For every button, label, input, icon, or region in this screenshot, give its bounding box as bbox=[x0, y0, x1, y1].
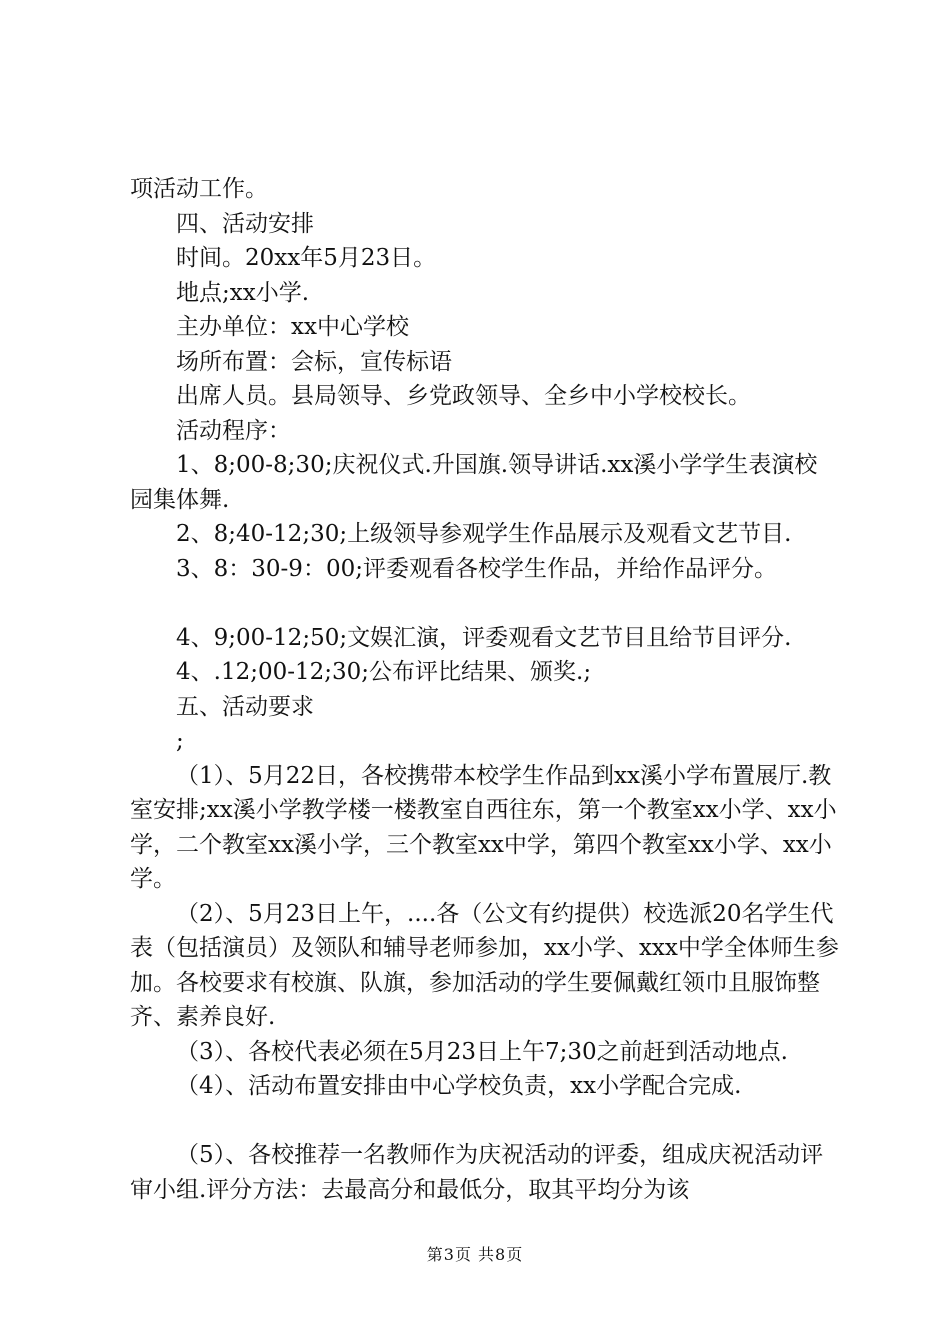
text-line-venue: 场所布置：会标，宣传标语 bbox=[176, 348, 452, 375]
text-line-time: 时间。20xx年5月23日。 bbox=[176, 245, 437, 271]
text-line-program: 活动程序： bbox=[176, 417, 291, 444]
section-heading-arrangement: 四、活动安排 bbox=[176, 210, 314, 237]
requirement-item-4: （4）、活动布置安排由中心学校负责，xx小学配合完成. bbox=[176, 1073, 742, 1099]
text-line-attendees: 出席人员。县局领导、乡党政领导、全乡中小学校校长。 bbox=[176, 383, 751, 409]
text-line: ; bbox=[176, 728, 184, 754]
program-item-4: 4、9;00-12;50;文娱汇演，评委观看文艺节目且给节目评分. bbox=[176, 624, 792, 651]
text-line-organizer: 主办单位：xx中心学校 bbox=[176, 314, 409, 340]
program-item-2: 2、8;40-12;30;上级领导参观学生作品展示及观看文艺节目. bbox=[176, 521, 792, 547]
requirement-item-2: （2）、5月23日上午，....各（公文有约提供）校选派20名学生代表（包括演员）及领队和辅导老师参加，xx小学、xxx中学全体师生参加。各校要求有校旗、队旗，参加活动的学生要佩戴红领巾且服饰整齐、素养良好. bbox=[130, 900, 839, 1030]
page-number-footer: 第3页 共8页 bbox=[426, 1245, 524, 1264]
requirement-item-3: （3）、各校代表必须在5月23日上午7;30之前赶到活动地点. bbox=[176, 1038, 788, 1065]
blank-line bbox=[130, 586, 840, 621]
text-line: 项活动工作。 bbox=[130, 176, 268, 202]
program-item-3: 3、8：30-9：00;评委观看各校学生作品，并给作品评分。 bbox=[176, 555, 777, 582]
requirement-item-5: （5）、各校推荐一名教师作为庆祝活动的评委，组成庆祝活动评审小组.评分方法：去最高分和最低分，取其平均分为该 bbox=[130, 1142, 824, 1203]
blank-line bbox=[130, 1104, 840, 1139]
text-line-location: 地点;xx小学. bbox=[176, 279, 310, 306]
program-item-1: 1、8;00-8;30;庆祝仪式.升国旗.领导讲话.xx溪小学学生表演校园集体舞. bbox=[130, 452, 818, 513]
section-heading-requirements: 五、活动要求 bbox=[176, 693, 314, 720]
document-body bbox=[130, 172, 840, 1207]
program-item-5: 4、.12;00-12;30;公布评比结果、颁奖.; bbox=[176, 659, 592, 685]
requirement-item-1: （1）、5月22日，各校携带本校学生作品到xx溪小学布置展厅.教室安排;xx溪小学教学楼一楼教室自西往东，第一个教室xx小学、xx小学，二个教室xx溪小学，三个教室xx中学，第四个教室xx小学、xx小学。 bbox=[130, 762, 837, 892]
